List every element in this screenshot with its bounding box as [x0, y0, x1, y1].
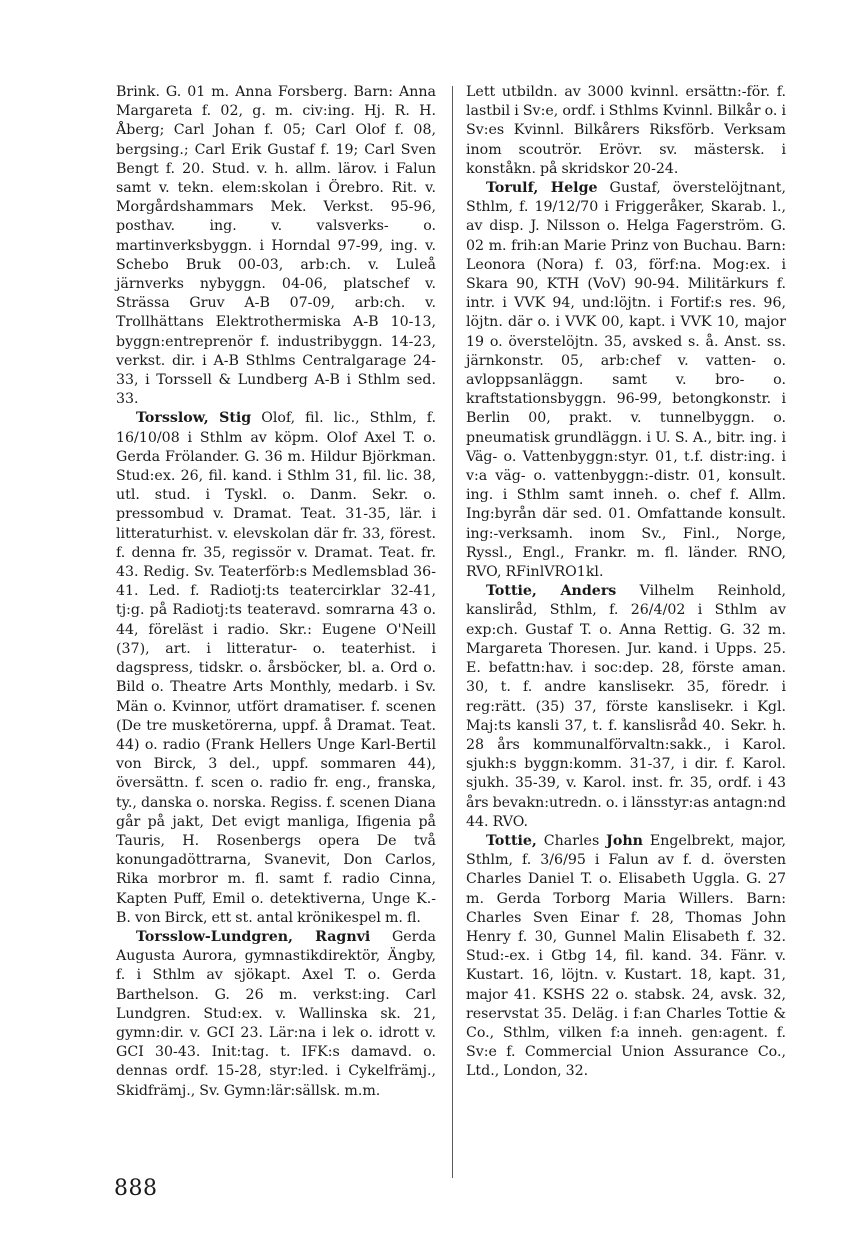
entry-heading: Torsslow-Lundgren, Ragnvi — [136, 928, 371, 945]
entry-text: Olof, fil. lic., Sthlm, f. 16/10/08 i Sthlm av köpm. Olof Axel T. o. Gerda Frölander. G. 36 m. Hildur Björkman. Stud:ex. 26, fil. kand. i Sthlm 31, fil. lic. 38, utl. stud. i Tyskl. o. Danm. Sekr. o. pressombud v. Dramat. Teat. 31-35, lär. i litteraturhist. v. elevskolan där fr. 33, förest. f. denna fr. 35, regissör v. Dramat. Teat. fr. 43. Redig. Sv. Teaterförb:s Medlemsblad 36-41. Led. f. Radiotj:ts teatercirklar 32-41, tj:g. på Radiotj:ts teateravd. somrarna 43 o. 44, föreläst i radio. Skr.: Eugene O'Neill (37), art. i litteratur- o. teaterhist. i dagspress, tidskr. o. årsböcker, bl. a. Ord o. Bild o. Theatre Arts Monthly, medarb. i Sv. Män o. Kvinnor, utfört dramatiser. f. scenen (De tre musketörerna, uppf. å Dramat. Teat. 44) o. radio (Frank Hellers Unge Karl-Bertil von Birck, 3 del., uppf. sommaren 44), översättn. f. scen o. radio fr. eng., franska, ty., danska o. norska. Regiss. f. scenen Diana går på jakt, Det evigt manliga, Ifigenia på Tauris, H. Rosenbergs opera De två konungadöttrarna, Svanevit, Don Carlos, Rika morbror m. fl. samt f. radio Cinna, Kapten Puff, Emil o. detektiverna, Unge K.-B. von Birck, ett st. antal krönikespel m. fl. — [116, 410, 436, 926]
entry-heading: Torsslow, Stig — [136, 410, 252, 427]
entry-text: Engelbrekt, major, Sthlm, f. 3/6/95 i Falun av f. d. översten Charles Daniel T. o. Elisabeth Uggla. G. 27 m. Gerda Torborg Maria Willers. Barn: Charles Sven Einar f. 28, Thomas John Henry f. 30, Gunnel Malin Elisabeth f. 32. Stud:-ex. i Gtbg 14, fil. kand. 34. Fänr. v. Kustart. 16, löjtn. v. Kustart. 18, kapt. 31, major 41. KSHS 22 o. stabsk. 24, avsk. 32, reservstat 35. Deläg. i f:an Charles Tottie & Co., Sthlm, vilken f:a inneh. gen:agent. f. Sv:e f. Commercial Union Assurance Co., Ltd., London, 32. — [466, 832, 787, 1080]
entry-text: Gustaf, överstelöjtnant, Sthlm, f. 19/12/70 i Friggeråker, Skarab. l., av disp. J. Nilsson o. Helga Fagerström. G. 02 m. frih:an Marie Prinz von Buchau. Barn: Leonora (Nora) f. 03, förf:na. Mog:ex. i Skara 90, KTH (VoV) 90-94. Militärkurs f. intr. i VVK 94, und:löjtn. i Fortif:s res. 96, löjtn. där o. i VVK 00, kapt. i VVK 10, major 19 o. överstelöjtn. 35, avsked s. å. Anst. ss. järnkonstr. 05, arb:chef v. vatten- o. avloppsanläggn. samt v. bro- o. kraftstationsbyggn. 96-99, betongkonstr. i Berlin 00, prakt. v. tunnelbyggn. o. pneumatisk grundläggn. i U. S. A., bitr. ing. i Väg- o. Vattenbyggn:styr. 01, t.f. distr:ing. i v:a väg- o. vattenbyggn:-distr. 01, konsult. ing. i Sthlm samt inneh. o. chef f. Allm. Ing:byrån där sed. 01. Omfattande konsult. ing:-verksamh. inom Sv., Finl., Norge, Ryssl., Engl., Frankr. m. fl. länder. RNO, RVO, RFinlVRO1kl. — [466, 180, 786, 581]
entry-brink-continuation — [116, 83, 436, 409]
entry-text: Vilhelm Reinhold, kansliråd, Sthlm, f. 26/4/02 i Sthlm av exp:ch. Gustaf T. o. Anna Rettig. G. 32 m. Margareta Thoresen. Jur. kand. i Upps. 25. E. befattn:hav. i soc:dep. 28, förste aman. 30, t. f. andre kanslisekr. 35, föredr. i reg:rätt. (35) 37, förste kanslisekr. i Kgl. Maj:ts kansli 37, t. f. kanslisråd 40. Sekr. h. 28 års kommunalförvaltn:sakk., i Karol. sjukh:s byggn:komm. 31-37, i dir. f. Karol. sjukh. 35-39, v. Karol. inst. fr. 35, ordf. i 43 års bevakn:utredn. o. i länsstyr:as antagn:nd 44. RVO. — [466, 583, 786, 830]
right-column — [466, 83, 786, 1082]
entry-torsslow-stig — [116, 409, 436, 927]
entry-heading-callname: John — [606, 832, 643, 849]
left-column — [116, 83, 436, 1101]
entry-text: Gerda Augusta Aurora, gymnastikdirektör, Ängby, f. i Sthlm av sjökapt. Axel T. o. Gerda Barthelson. G. 26 m. verkst:ing. Carl Lundgren. Stud:ex. v. Wallinska sk. 21, gymn:dir. v. GCI 23. Lär:na i lek o. idrott v. GCI 30-43. Init:tag. t. IFK:s damavd. o. dennas ordf. 15-28, styr:led. i Cykelfrämj., Skidfrämj., Sv. Gymn:lär:sällsk. m.m. — [116, 928, 436, 1099]
entry-heading-given: Charles — [536, 832, 607, 849]
entry-torsslow-lundgren-continuation — [466, 83, 786, 179]
entry-heading-surname: Tottie, — [486, 832, 537, 849]
entry-heading: Torulf, Helge — [486, 180, 598, 197]
page-number: 888 — [114, 1176, 158, 1201]
entry-torulf-helge — [466, 179, 786, 582]
entry-torsslow-lundgren-ragnvi — [116, 928, 436, 1101]
entry-text: Lett utbildn. av 3000 kvinnl. ersättn:-för. f. lastbil i Sv:e, ordf. i Sthlms Kvinnl. Bilkår o. i Sv:es Kvinnl. Bilkårers Riksförb. Verksam inom scoutrör. Erövr. sv. mästersk. i konståkn. på skridskor 20-24. — [466, 84, 786, 177]
entry-text: Brink. G. 01 m. Anna Forsberg. Barn: Anna Margareta f. 02, g. m. civ:ing. Hj. R. H. Åberg; Carl Johan f. 05; Carl Olof f. 08, bergsing.; Carl Erik Gustaf f. 19; Carl Sven Bengt f. 20. Stud. v. h. allm. lärov. i Falun samt v. tekn. elem:skolan i Örebro. Rit. v. Morgårdshammars Mek. Verkst. 95-96, posthav. ing. v. valsverks- o. martinverksbyggn. i Horndal 97-99, ing. v. Schebo Bruk 00-03, arb:ch. v. Luleå järnverks nybyggn. 04-06, platschef v. Strässa Gruv A-B 07-09, arb:ch. v. Trollhättans Elektrothermiska A-B 10-13, byggn:entreprenör f. industribyggn. 14-23, verkst. dir. i A-B Sthlms Centralgarage 24-33, i Torssell & Lundberg A-B i Sthlm sed. 33. — [116, 84, 436, 408]
entry-tottie-anders — [466, 582, 786, 832]
entry-tottie-john — [466, 832, 786, 1082]
entry-heading: Tottie, Anders — [486, 583, 617, 600]
column-divider — [452, 86, 453, 1178]
